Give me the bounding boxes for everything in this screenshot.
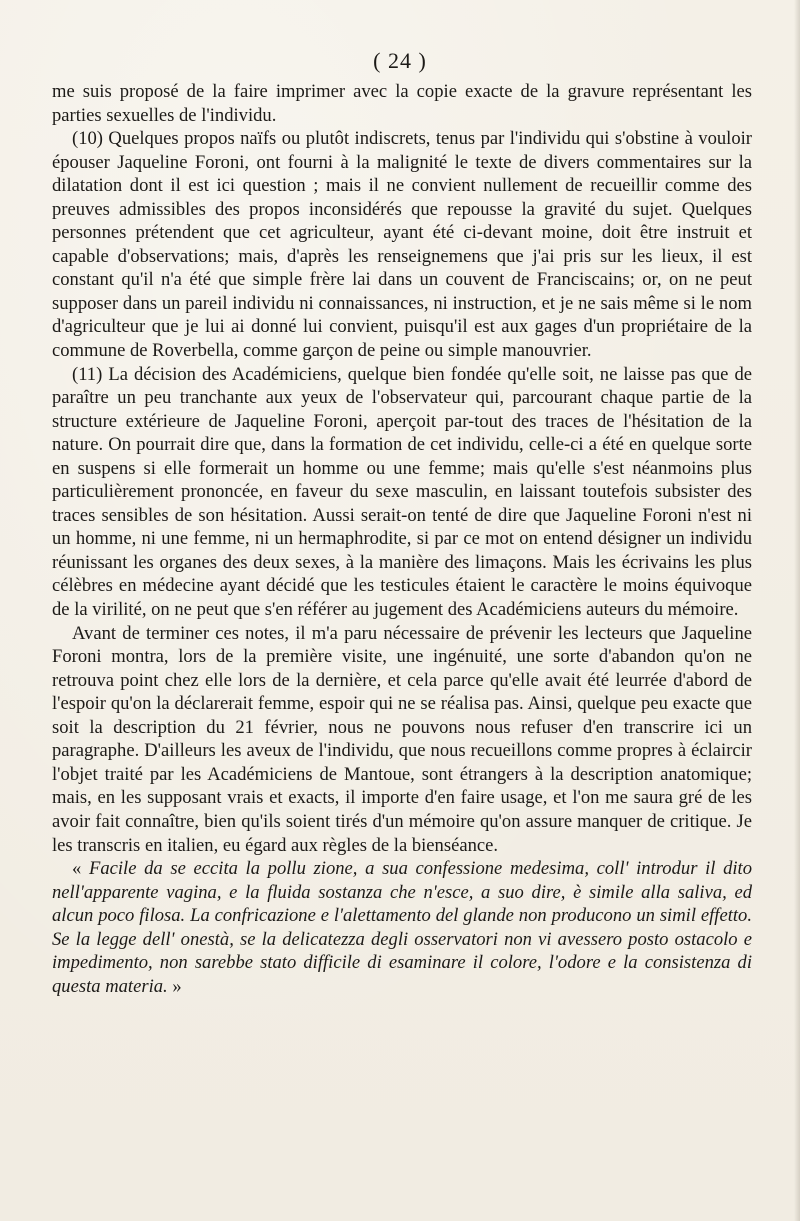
page-edge-shadow (794, 0, 800, 1221)
italian-quotation (52, 857, 752, 998)
note-10-paragraph: (10) Quelques propos naïfs ou plutôt indiscrets, tenus par l'individu qui s'obstine à vouloir épouser Jaqueline Foroni, ont fourni à la malignité le texte de divers commentaires sur la dilatation dont il est ici question ; mais il ne convient nullement de recueillir comme des preuves admissibles des propos inconsidérés que repousse la gravité du sujet. Quelques personnes prétendent que cet agriculteur, ayant été ci-devant moine, doit être instruit et capable d'observations; mais, d'après les renseignemens que j'ai pris sur les lieux, il est constant qu'il n'a été que simple frère lai dans un couvent de Franciscains; or, on ne peut supposer dans un pareil individu ni connaissances, ni instruction, et je ne sais même si le nom d'agriculteur que je lui ai donné lui convient, puisqu'il est aux gages d'un propriétaire de la commune de Roverbella, comme garçon de peine ou simple manouvrier. (52, 128, 752, 362)
page-number: ( 24 ) (373, 48, 427, 73)
note-11-paragraph: (11) La décision des Académiciens, quelque bien fondée qu'elle soit, ne laisse pas que de paraître un peu tranchante aux yeux de l'observateur qui, parcourant chaque partie de la structure extérieure de Jaqueline Foroni, aperçoit par-tout des traces de l'hésitation de la nature. On pourrait dire que, dans la formation de cet individu, celle-ci a été en quelque sorte en suspens si elle formerait un homme ou une femme; mais qu'elle s'est néanmoins plus particulièrement prononcée, en faveur du sexe masculin, en laissant toutefois subsister des traces sensibles de son hésitation. Aussi serait-on tenté de dire que Jaqueline Foroni n'est ni un homme, ni une femme, ni un hermaphrodite, si par ce mot on entend désigner un individu réunissant les organes des deux sexes, à la manière des limaçons. Mais les écrivains les plus célèbres en médecine ayant décidé que les testicules étaient le caractère le moins équivoque de la virilité, on ne peut que s'en référer au jugement des Académiciens auteurs du mémoire. (52, 363, 752, 621)
quote-close-mark: » (172, 975, 182, 997)
body-text (52, 80, 752, 998)
closing-paragraph: Avant de terminer ces notes, il m'a paru nécessaire de prévenir les lecteurs que Jaqueline Foroni montra, lors de la première visite, une ingénuité, une sorte d'abandon qu'on ne retrouva point chez elle lors de la dernière, et cela parce qu'elle avait été leurrée d'abord de l'espoir qu'on la déclarerait femme, espoir qui ne se réalisa pas. Ainsi, quelque peu exacte que soit la description du 21 février, nous ne pouvons nous refuser d'en transcrire ici un paragraphe. D'ailleurs les aveux de l'individu, que nous recueillons comme propres à éclaircir l'objet traité par les Académiciens de Mantoue, sont étrangers à la description anatomique; mais, en les supposant vrais et exacts, il importe d'en faire usage, et l'on me saura gré de les avoir fait connaître, bien qu'ils soient tirés d'un mémoire qu'on assure manquer de critique. Je les transcris en italien, eu égard aux règles de la bienséance. (52, 622, 752, 856)
quote-open-mark: « (72, 858, 82, 880)
quotation-text: Facile da se eccita la pollu zione, a sua confessione medesima, coll' introdur il dito nell'apparente vagina, e la fluida sostanza che n'esce, a suo dire, è simile alla saliva, ed alcun poco filosa. La confricazione e l'alettamento del glande non producono un simil effetto. Se la legge dell' onestà, se la delicatezza degli osservatori non vi avessero posto ostacolo e impedimento, non sarebbe stato difficile di esaminare il colore, l'odore e la consistenza di questa materia. (52, 858, 753, 997)
paragraph-continuation: me suis proposé de la faire imprimer avec la copie exacte de la gravure représentant les parties sexuelles de l'individu. (52, 81, 752, 126)
